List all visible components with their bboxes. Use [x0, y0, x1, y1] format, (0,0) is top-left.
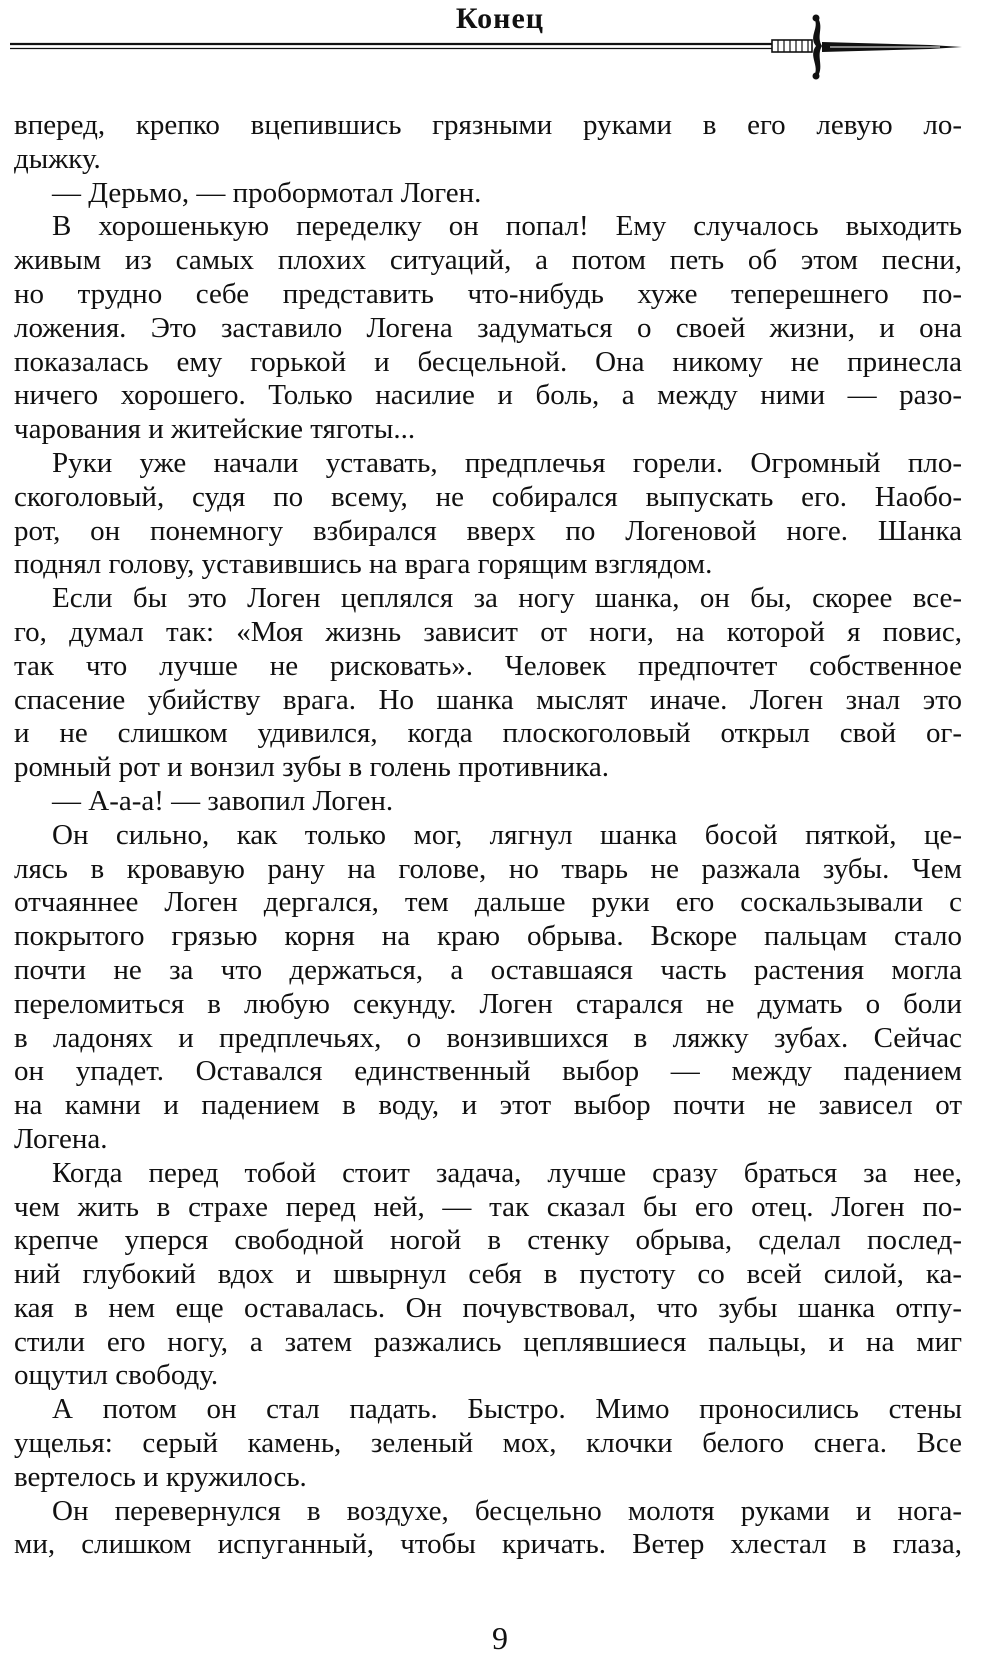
running-header — [0, 0, 1000, 100]
paragraph — [14, 582, 962, 785]
text-line: — А-а-а! — завопил Логен. — [52, 784, 394, 817]
text-line: он упадет. Оставался единственный выбор — между падением — [14, 1055, 962, 1088]
text-line: но трудно себе представить что-нибудь хуже теперешнего по- — [14, 277, 962, 310]
paragraph — [14, 447, 962, 582]
text-line: ничего хорошего. Только насилие и боль, а между ними — разо- — [14, 379, 962, 412]
sword-hilt-icon — [772, 15, 962, 80]
text-line: ощутил свободу. — [14, 1359, 219, 1392]
text-line: ромный рот и вонзил зубы в голень противника. — [14, 751, 609, 784]
chapter-body-text — [14, 109, 962, 1562]
text-line: кая в нем еще оставалась. Он почувствовал, что зубы шанка отпу- — [14, 1291, 962, 1324]
paragraph — [14, 210, 962, 447]
text-line: рот, он понемногу взбирался вверх по Логеновой ноге. Шанка — [14, 514, 962, 547]
text-line: го, думал так: «Моя жизнь зависит от ноги, на которой я повис, — [14, 615, 962, 648]
text-line: отчаяннее Логен дергался, тем дальше руки его соскальзывали с — [14, 886, 962, 919]
paragraph — [14, 785, 962, 819]
text-line: чем жить в страхе перед ней, — так сказал бы его отец. Логен по- — [14, 1190, 962, 1223]
running-title: Конец — [455, 2, 545, 35]
text-line: скоголовый, судя по всему, не собирался выпускать его. Наобо- — [14, 480, 962, 513]
text-line: на камни и падением в воду, и этот выбор почти не зависел от — [14, 1089, 962, 1122]
paragraph — [14, 109, 962, 177]
text-line: крепче уперся свободной ногой в стенку обрыва, сделал послед- — [14, 1224, 962, 1257]
text-line: переломиться в любую секунду. Логен старался не думать о боли — [14, 987, 962, 1020]
text-line: показалась ему горькой и бесцельной. Она никому не принесла — [14, 345, 962, 378]
text-line: Когда перед тобой стоит задача, лучше сразу браться за нее, — [52, 1156, 962, 1189]
text-line: В хорошенькую переделку он попал! Ему случалось выходить — [52, 210, 962, 243]
text-line: ми, слишком испуганный, чтобы кричать. Ветер хлестал в глаза, — [14, 1528, 962, 1561]
text-line: Логена. — [14, 1122, 108, 1155]
text-line: в ладонях и предплечьях, о вонзившихся в ляжку зубах. Сейчас — [14, 1021, 962, 1054]
text-line: живым из самых плохих ситуаций, а потом петь об этом песни, — [14, 244, 962, 277]
text-line: лясь в кровавую рану на голове, но тварь не разжала зубы. Чем — [14, 852, 962, 885]
text-line: чарования и житейские тяготы... — [14, 413, 416, 446]
text-line: спасение убийству врага. Но шанка мыслят иначе. Логен знал это — [14, 683, 962, 716]
paragraph — [14, 177, 962, 211]
text-line: покрытого грязью корня на краю обрыва. Вскоре пальцам стало — [14, 920, 962, 953]
text-line: ний глубокий вдох и швырнул себя в пустоту со всей силой, ка- — [14, 1258, 962, 1291]
page-number: 9 — [492, 1620, 508, 1656]
text-line: стили его ногу, а затем разжались цеплявшиеся пальцы, и на миг — [14, 1325, 962, 1358]
text-line: и не слишком удивился, когда плоскоголовый открыл свой ог- — [14, 717, 962, 750]
text-line: вертелось и кружилось. — [14, 1460, 307, 1493]
paragraph — [14, 1157, 962, 1394]
sword-rule-ornament — [0, 14, 1000, 90]
text-line: Он сильно, как только мог, лягнул шанка босой пяткой, це- — [52, 818, 962, 851]
text-line: дыжку. — [14, 142, 101, 175]
text-line: Руки уже начали уставать, предплечья горели. Огромный пло- — [52, 446, 962, 479]
text-line: ущелья: серый камень, зеленый мох, клочки белого снега. Все — [14, 1427, 962, 1460]
text-line: так что лучше не рисковать». Человек предпочтет собственное — [14, 649, 962, 682]
text-line: вперед, крепко вцепившись грязными руками в его левую ло- — [14, 109, 962, 141]
text-line: — Дерьмо, — пробормотал Логен. — [52, 176, 482, 209]
text-line: поднял голову, уставившись на врага горящим взглядом. — [14, 548, 713, 581]
paragraph — [14, 819, 962, 1157]
text-line: Если бы это Логен цеплялся за ногу шанка, он бы, скорее все- — [52, 582, 962, 615]
text-line: А потом он стал падать. Быстро. Мимо проносились стены — [52, 1393, 962, 1426]
paragraph — [14, 1495, 962, 1563]
paragraph — [14, 1393, 962, 1494]
text-line: почти не за что держаться, а оставшаяся часть растения могла — [14, 953, 962, 986]
text-line: Он перевернулся в воздухе, бесцельно молотя руками и нога- — [52, 1494, 962, 1527]
text-line: ложения. Это заставило Логена задуматься о своей жизни, и она — [14, 311, 962, 344]
